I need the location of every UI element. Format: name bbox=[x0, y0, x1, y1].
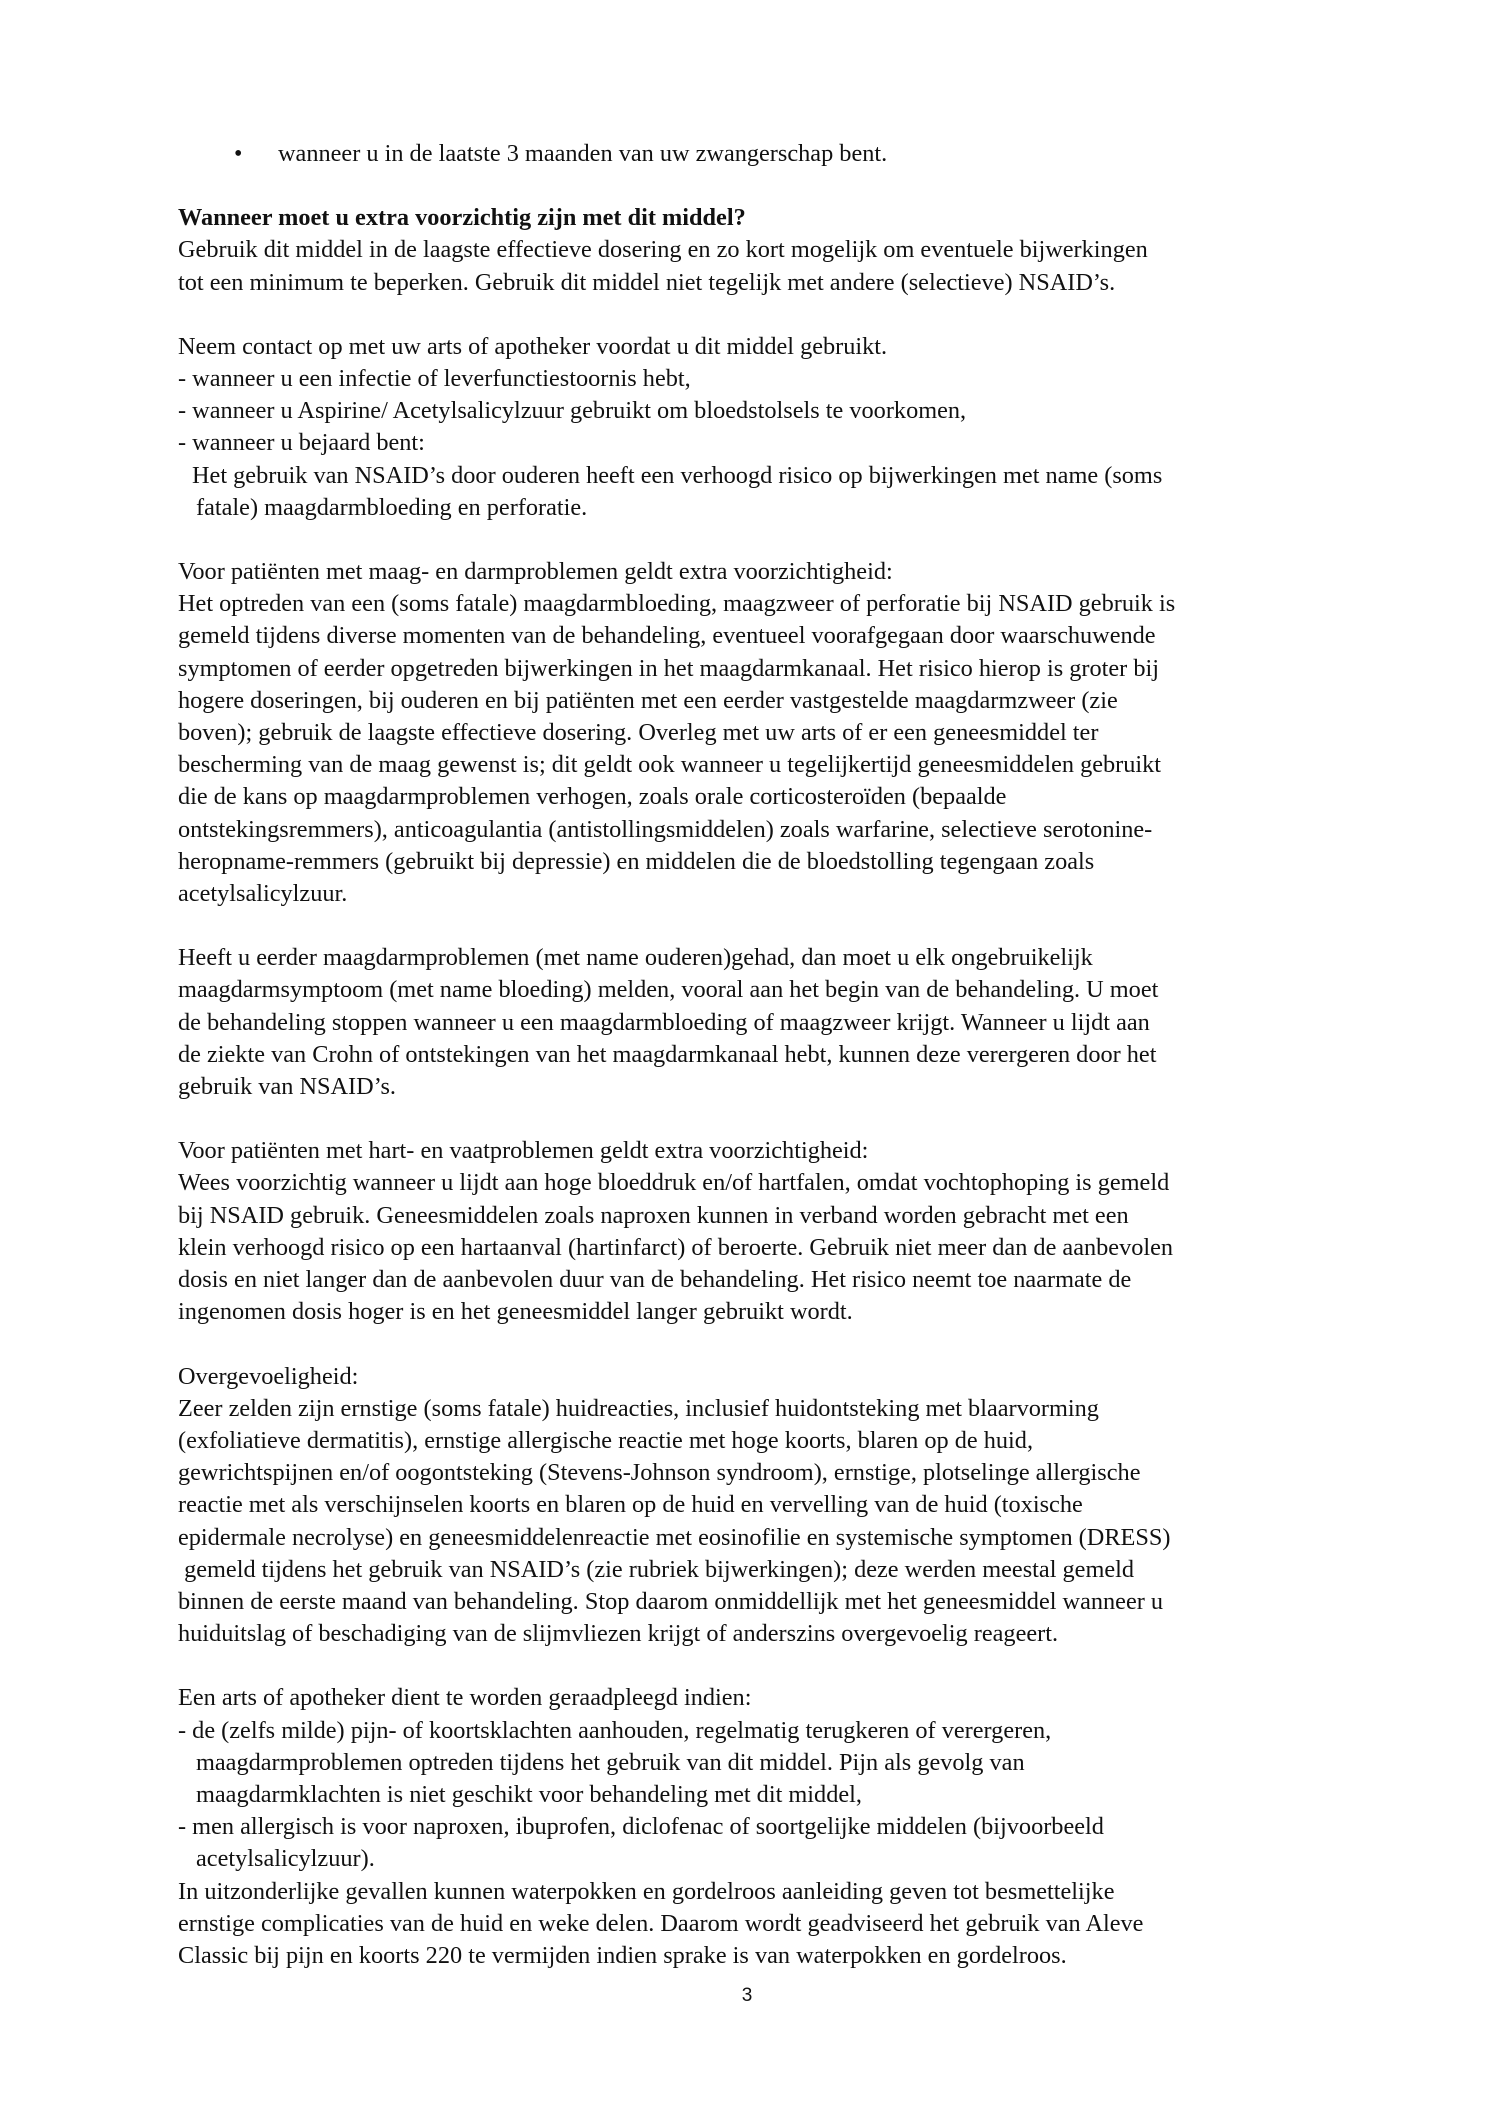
paragraph-line: ernstige complicaties van de huid en weke delen. Daarom wordt geadviseerd het gebruik van Aleve bbox=[178, 1909, 1144, 1937]
indented-line: maagdarmproblemen optreden tijdens het gebruik van dit middel. Pijn als gevolg van bbox=[196, 1748, 1025, 1776]
indented-line: maagdarmklachten is niet geschikt voor behandeling met dit middel, bbox=[196, 1780, 862, 1808]
paragraph-line: bescherming van de maag gewenst is; dit geldt ook wanneer u tegelijkertijd geneesmiddelen gebruikt bbox=[178, 751, 1162, 779]
section-heading: Wanneer moet u extra voorzichtig zijn met dit middel? bbox=[178, 204, 746, 232]
paragraph-line: ontstekingsremmers), anticoagulantia (antistollingsmiddelen) zoals warfarine, selectieve serotonine- bbox=[178, 815, 1153, 843]
paragraph-line: gewrichtspijnen en/of oogontsteking (Stevens-Johnson syndroom), ernstige, plotselinge allergische bbox=[178, 1459, 1141, 1487]
paragraph-line: Gebruik dit middel in de laagste effectieve dosering en zo kort mogelijk om eventuele bijwerkingen bbox=[178, 236, 1148, 264]
paragraph-line: maagdarmsymptoom (met name bloeding) melden, vooral aan het begin van de behandeling. U moet bbox=[178, 976, 1159, 1004]
paragraph-line: binnen de eerste maand van behandeling. Stop daarom onmiddellijk met het geneesmiddel wanneer u bbox=[178, 1587, 1164, 1615]
paragraph-line: hogere doseringen, bij ouderen en bij patiënten met een eerder vastgestelde maagdarmzweer (zie bbox=[178, 686, 1118, 714]
paragraph-line: Overgevoeligheid: bbox=[178, 1362, 359, 1390]
paragraph-line: ingenomen dosis hoger is en het geneesmiddel langer gebruikt wordt. bbox=[178, 1298, 853, 1326]
paragraph-line: gemeld tijdens het gebruik van NSAID’s (zie rubriek bijwerkingen); deze werden meestal gemeld bbox=[178, 1555, 1135, 1583]
list-item: - wanneer u Aspirine/ Acetylsalicylzuur gebruikt om bloedstolsels te voorkomen, bbox=[178, 397, 967, 425]
paragraph-line: bij NSAID gebruik. Geneesmiddelen zoals naproxen kunnen in verband worden gebracht met een bbox=[178, 1201, 1129, 1229]
paragraph-line: gebruik van NSAID’s. bbox=[178, 1073, 396, 1101]
paragraph-line: symptomen of eerder opgetreden bijwerkingen in het maagdarmkanaal. Het risico hierop is groter bij bbox=[178, 654, 1159, 682]
paragraph-line: heropname-remmers (gebruikt bij depressie) en middelen die de bloedstolling tegengaan zoals bbox=[178, 847, 1095, 875]
paragraph-line: epidermale necrolyse) en geneesmiddelenreactie met eosinofilie en systemische symptomen (DRESS) bbox=[178, 1523, 1171, 1551]
paragraph-line: Wees voorzichtig wanneer u lijdt aan hoge bloeddruk en/of hartfalen, omdat vochtophoping is gemeld bbox=[178, 1169, 1170, 1197]
indented-line: fatale) maagdarmbloeding en perforatie. bbox=[196, 493, 588, 521]
list-item: - de (zelfs milde) pijn- of koortsklachten aanhouden, regelmatig terugkeren of verergeren, bbox=[178, 1716, 1052, 1744]
indented-line: Het gebruik van NSAID’s door ouderen heeft een verhoogd risico op bijwerkingen met name (soms bbox=[192, 461, 1163, 489]
paragraph-line: Het optreden van een (soms fatale) maagdarmbloeding, maagzweer of perforatie bij NSAID gebruik is bbox=[178, 590, 1176, 618]
bullet-icon: • bbox=[234, 141, 243, 167]
list-item: - men allergisch is voor naproxen, ibuprofen, diclofenac of soortgelijke middelen (bijvoorbeeld bbox=[178, 1813, 1104, 1841]
paragraph-line: huiduitslag of beschadiging van de slijmvliezen krijgt of anderszins overgevoelig reageert. bbox=[178, 1620, 1059, 1648]
paragraph-line: de behandeling stoppen wanneer u een maagdarmbloeding of maagzweer krijgt. Wanneer u lijdt aan bbox=[178, 1008, 1150, 1036]
paragraph-line: reactie met als verschijnselen koorts en blaren op de huid en vervelling van de huid (toxische bbox=[178, 1491, 1083, 1519]
paragraph-line: gemeld tijdens diverse momenten van de behandeling, eventueel voorafgegaan door waarschuwende bbox=[178, 622, 1156, 650]
indented-line: acetylsalicylzuur). bbox=[196, 1845, 375, 1873]
bullet-text: wanneer u in de laatste 3 maanden van uw zwangerschap bent. bbox=[278, 140, 888, 167]
paragraph-line: Voor patiënten met maag- en darmproblemen geldt extra voorzichtigheid: bbox=[178, 558, 893, 586]
list-item: - wanneer u bejaard bent: bbox=[178, 429, 425, 457]
paragraph-line: klein verhoogd risico op een hartaanval (hartinfarct) of beroerte. Gebruik niet meer dan de aanbevolen bbox=[178, 1233, 1174, 1261]
paragraph-line: boven); gebruik de laagste effectieve dosering. Overleg met uw arts of er een geneesmiddel ter bbox=[178, 719, 1099, 747]
paragraph-line: (exfoliatieve dermatitis), ernstige allergische reactie met hoge koorts, blaren op de huid, bbox=[178, 1426, 1034, 1454]
paragraph-line: Heeft u eerder maagdarmproblemen (met name ouderen)gehad, dan moet u elk ongebruikelijk bbox=[178, 944, 1093, 972]
paragraph-line: acetylsalicylzuur. bbox=[178, 880, 348, 908]
paragraph-line: tot een minimum te beperken. Gebruik dit middel niet tegelijk met andere (selectieve) NSAID’s. bbox=[178, 268, 1116, 296]
paragraph-line: dosis en niet langer dan de aanbevolen duur van de behandeling. Het risico neemt toe naarmate de bbox=[178, 1266, 1132, 1294]
paragraph-line: Een arts of apotheker dient te worden geraadpleegd indien: bbox=[178, 1684, 752, 1712]
paragraph-line: die de kans op maagdarmproblemen verhogen, zoals orale corticosteroïden (bepaalde bbox=[178, 783, 1007, 811]
paragraph-line: Zeer zelden zijn ernstige (soms fatale) huidreacties, inclusief huidontsteking met blaarvorming bbox=[178, 1394, 1099, 1422]
bullet-item bbox=[178, 138, 1328, 170]
paragraph-line: de ziekte van Crohn of ontstekingen van het maagdarmkanaal hebt, kunnen deze verergeren door het bbox=[178, 1040, 1157, 1068]
paragraph-line: In uitzonderlijke gevallen kunnen waterpokken en gordelroos aanleiding geven tot besmettelijke bbox=[178, 1877, 1115, 1905]
page-number: 3 bbox=[741, 1985, 753, 2006]
list-item: - wanneer u een infectie of leverfunctiestoornis hebt, bbox=[178, 365, 691, 393]
paragraph-line: Voor patiënten met hart- en vaatproblemen geldt extra voorzichtigheid: bbox=[178, 1137, 869, 1165]
paragraph-line: Classic bij pijn en koorts 220 te vermijden indien sprake is van waterpokken en gordelroos. bbox=[178, 1941, 1067, 1969]
document-page bbox=[178, 138, 1328, 1972]
paragraph-line: Neem contact op met uw arts of apotheker voordat u dit middel gebruikt. bbox=[178, 332, 888, 360]
